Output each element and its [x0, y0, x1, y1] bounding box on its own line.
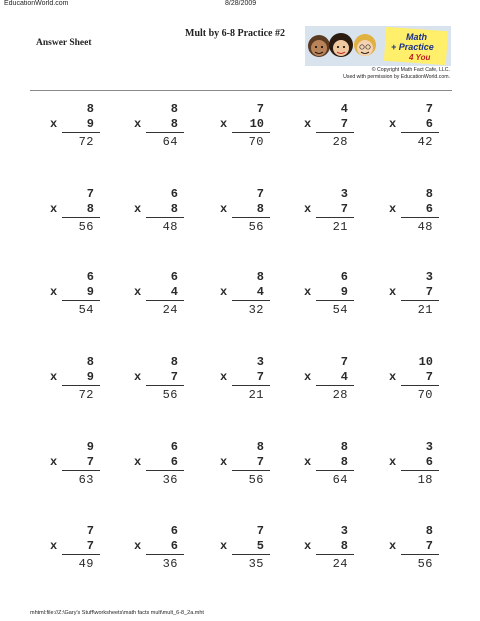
page-title: Mult by 6-8 Practice #2 — [185, 28, 285, 39]
multiplier: 7 — [425, 370, 433, 384]
multiplicand: 9 — [86, 440, 94, 454]
multiplier: 7 — [256, 370, 264, 384]
answer-line — [316, 470, 354, 471]
problem-3-1 — [50, 270, 100, 322]
problem-5-5 — [389, 440, 439, 492]
multiply-operator: x — [389, 539, 397, 553]
problem-4-3 — [220, 355, 270, 407]
answer: 35 — [248, 557, 264, 571]
answer-line — [401, 470, 439, 471]
multiplicand: 8 — [425, 524, 433, 538]
multiplier: 7 — [256, 455, 264, 469]
multiply-operator: x — [220, 455, 228, 469]
logo-line3: 4 You — [409, 53, 431, 62]
answer-line — [62, 300, 100, 301]
problem-5-2 — [134, 440, 184, 492]
multiply-operator: x — [134, 285, 142, 299]
answer: 72 — [78, 388, 94, 402]
problem-6-4 — [304, 524, 354, 576]
multiply-operator: x — [389, 285, 397, 299]
answer: 21 — [332, 220, 348, 234]
multiply-operator: x — [220, 117, 228, 131]
problem-2-5 — [389, 187, 439, 239]
multiply-operator: x — [50, 285, 58, 299]
multiplicand: 8 — [256, 440, 264, 454]
answer: 72 — [78, 135, 94, 149]
multiplicand: 4 — [340, 102, 348, 116]
kid-right-icon — [354, 34, 376, 56]
multiplicand: 6 — [170, 187, 178, 201]
answer: 70 — [417, 388, 433, 402]
answer: 36 — [162, 473, 178, 487]
multiply-operator: x — [304, 370, 312, 384]
answer-line — [62, 217, 100, 218]
answer-line — [62, 470, 100, 471]
multiplier: 7 — [86, 539, 94, 553]
header-divider — [30, 90, 452, 91]
multiply-operator: x — [304, 117, 312, 131]
multiply-operator: x — [50, 117, 58, 131]
problem-6-1 — [50, 524, 100, 576]
multiplier: 7 — [425, 539, 433, 553]
problem-1-1 — [50, 102, 100, 154]
answer: 63 — [78, 473, 94, 487]
answer: 56 — [162, 388, 178, 402]
problem-1-2 — [134, 102, 184, 154]
answer: 64 — [162, 135, 178, 149]
multiplicand: 8 — [86, 102, 94, 116]
answer: 24 — [162, 303, 178, 317]
multiplicand: 6 — [170, 524, 178, 538]
multiply-operator: x — [304, 455, 312, 469]
answer: 42 — [417, 135, 433, 149]
answer: 24 — [332, 557, 348, 571]
answer-line — [62, 132, 100, 133]
multiply-operator: x — [220, 202, 228, 216]
problem-6-5 — [389, 524, 439, 576]
answer: 56 — [417, 557, 433, 571]
answer: 54 — [78, 303, 94, 317]
answer-line — [316, 300, 354, 301]
copyright-line-2: Used with permission by EducationWorld.com. — [343, 73, 450, 80]
problem-3-4 — [304, 270, 354, 322]
answer-line — [232, 385, 270, 386]
answer-line — [62, 385, 100, 386]
multiplicand: 7 — [256, 524, 264, 538]
multiplier: 9 — [86, 285, 94, 299]
copyright-notice — [300, 67, 450, 80]
multiplier: 4 — [256, 285, 264, 299]
multiplicand: 6 — [170, 270, 178, 284]
multiplicand: 7 — [340, 355, 348, 369]
answer: 49 — [78, 557, 94, 571]
problem-5-4 — [304, 440, 354, 492]
answer: 56 — [248, 473, 264, 487]
problem-2-2 — [134, 187, 184, 239]
answer-line — [146, 554, 184, 555]
multiplicand: 10 — [418, 355, 433, 369]
multiplier: 6 — [170, 455, 178, 469]
answer-line — [146, 132, 184, 133]
kid-middle-icon — [329, 33, 353, 57]
problem-1-3 — [220, 102, 270, 154]
multiply-operator: x — [134, 202, 142, 216]
answer-line — [316, 132, 354, 133]
answer-line — [401, 300, 439, 301]
multiplicand: 7 — [86, 187, 94, 201]
answer-line — [232, 554, 270, 555]
problem-1-4 — [304, 102, 354, 154]
multiplicand: 7 — [256, 187, 264, 201]
multiply-operator: x — [389, 455, 397, 469]
problem-3-5 — [389, 270, 439, 322]
math-practice-logo — [305, 26, 451, 66]
answer: 48 — [162, 220, 178, 234]
multiply-operator: x — [134, 370, 142, 384]
answer: 18 — [417, 473, 433, 487]
multiplier: 10 — [249, 117, 264, 131]
answer: 64 — [332, 473, 348, 487]
answer: 54 — [332, 303, 348, 317]
answer: 21 — [248, 388, 264, 402]
multiplier: 4 — [340, 370, 348, 384]
multiplicand: 8 — [340, 440, 348, 454]
answer-line — [316, 385, 354, 386]
multiply-operator: x — [304, 539, 312, 553]
problem-5-3 — [220, 440, 270, 492]
multiplier: 8 — [256, 202, 264, 216]
problem-3-3 — [220, 270, 270, 322]
multiply-operator: x — [134, 539, 142, 553]
multiplier: 6 — [425, 117, 433, 131]
answer-line — [232, 217, 270, 218]
problem-4-1 — [50, 355, 100, 407]
multiplier: 7 — [425, 285, 433, 299]
multiplier: 7 — [340, 202, 348, 216]
multiplicand: 3 — [425, 270, 433, 284]
problem-2-4 — [304, 187, 354, 239]
multiplicand: 7 — [256, 102, 264, 116]
multiply-operator: x — [220, 285, 228, 299]
answer: 28 — [332, 388, 348, 402]
answer-line — [232, 132, 270, 133]
multiplier: 4 — [170, 285, 178, 299]
answer-line — [146, 470, 184, 471]
multiply-operator: x — [134, 117, 142, 131]
problem-3-2 — [134, 270, 184, 322]
multiplicand: 3 — [340, 524, 348, 538]
site-name: EducationWorld.com — [4, 0, 69, 7]
answer-sheet-label: Answer Sheet — [36, 38, 92, 48]
multiply-operator: x — [304, 202, 312, 216]
answer: 70 — [248, 135, 264, 149]
multiplicand: 3 — [340, 187, 348, 201]
answer-line — [146, 217, 184, 218]
multiplicand: 8 — [425, 187, 433, 201]
answer-line — [62, 554, 100, 555]
problem-2-3 — [220, 187, 270, 239]
answer: 21 — [417, 303, 433, 317]
answer-line — [401, 554, 439, 555]
answer-line — [401, 217, 439, 218]
print-date: 8/28/2009 — [225, 0, 257, 7]
multiplicand: 8 — [170, 102, 178, 116]
logo-line2: + Practice — [391, 42, 434, 52]
problem-4-4 — [304, 355, 354, 407]
multiplier: 7 — [86, 455, 94, 469]
multiplier: 6 — [170, 539, 178, 553]
footer-path: mhtml:file://Z:\Gary's Stuff\worksheets\math facts mult\mult_6-8_2a.mht — [30, 610, 204, 616]
multiply-operator: x — [50, 370, 58, 384]
multiply-operator: x — [389, 117, 397, 131]
multiplier: 5 — [256, 539, 264, 553]
multiply-operator: x — [389, 202, 397, 216]
answer: 48 — [417, 220, 433, 234]
multiplicand: 7 — [425, 102, 433, 116]
multiplier: 8 — [340, 455, 348, 469]
multiplicand: 6 — [340, 270, 348, 284]
copyright-line-1: © Copyright Math Fact Cafe, LLC. — [371, 67, 450, 73]
multiply-operator: x — [50, 202, 58, 216]
multiply-operator: x — [50, 455, 58, 469]
multiplier: 9 — [86, 370, 94, 384]
problem-6-2 — [134, 524, 184, 576]
multiplier: 8 — [170, 117, 178, 131]
problem-5-1 — [50, 440, 100, 492]
kid-left-icon — [308, 35, 330, 57]
multiplicand: 8 — [256, 270, 264, 284]
multiplicand: 3 — [256, 355, 264, 369]
answer-line — [146, 385, 184, 386]
answer-line — [316, 554, 354, 555]
answer: 28 — [332, 135, 348, 149]
multiply-operator: x — [220, 370, 228, 384]
multiply-operator: x — [134, 455, 142, 469]
multiply-operator: x — [304, 285, 312, 299]
problem-4-2 — [134, 355, 184, 407]
multiplier: 6 — [425, 202, 433, 216]
multiply-operator: x — [220, 539, 228, 553]
multiplicand: 6 — [86, 270, 94, 284]
multiply-operator: x — [50, 539, 58, 553]
multiplicand: 7 — [86, 524, 94, 538]
multiplier: 8 — [170, 202, 178, 216]
answer-line — [232, 300, 270, 301]
answer-line — [232, 470, 270, 471]
multiplier: 8 — [340, 539, 348, 553]
answer: 56 — [248, 220, 264, 234]
multiplier: 7 — [170, 370, 178, 384]
multiplier: 9 — [340, 285, 348, 299]
problem-4-5 — [389, 355, 439, 407]
problem-6-3 — [220, 524, 270, 576]
multiplicand: 3 — [425, 440, 433, 454]
multiplier: 8 — [86, 202, 94, 216]
multiplier: 6 — [425, 455, 433, 469]
multiplicand: 8 — [86, 355, 94, 369]
problem-2-1 — [50, 187, 100, 239]
answer: 36 — [162, 557, 178, 571]
multiply-operator: x — [389, 370, 397, 384]
multiplier: 9 — [86, 117, 94, 131]
answer-line — [401, 385, 439, 386]
multiplicand: 6 — [170, 440, 178, 454]
answer: 32 — [248, 303, 264, 317]
multiplicand: 8 — [170, 355, 178, 369]
answer-line — [316, 217, 354, 218]
multiplier: 7 — [340, 117, 348, 131]
answer-line — [146, 300, 184, 301]
logo-line1: Math — [406, 32, 427, 42]
answer: 56 — [78, 220, 94, 234]
problem-1-5 — [389, 102, 439, 154]
answer-line — [401, 132, 439, 133]
